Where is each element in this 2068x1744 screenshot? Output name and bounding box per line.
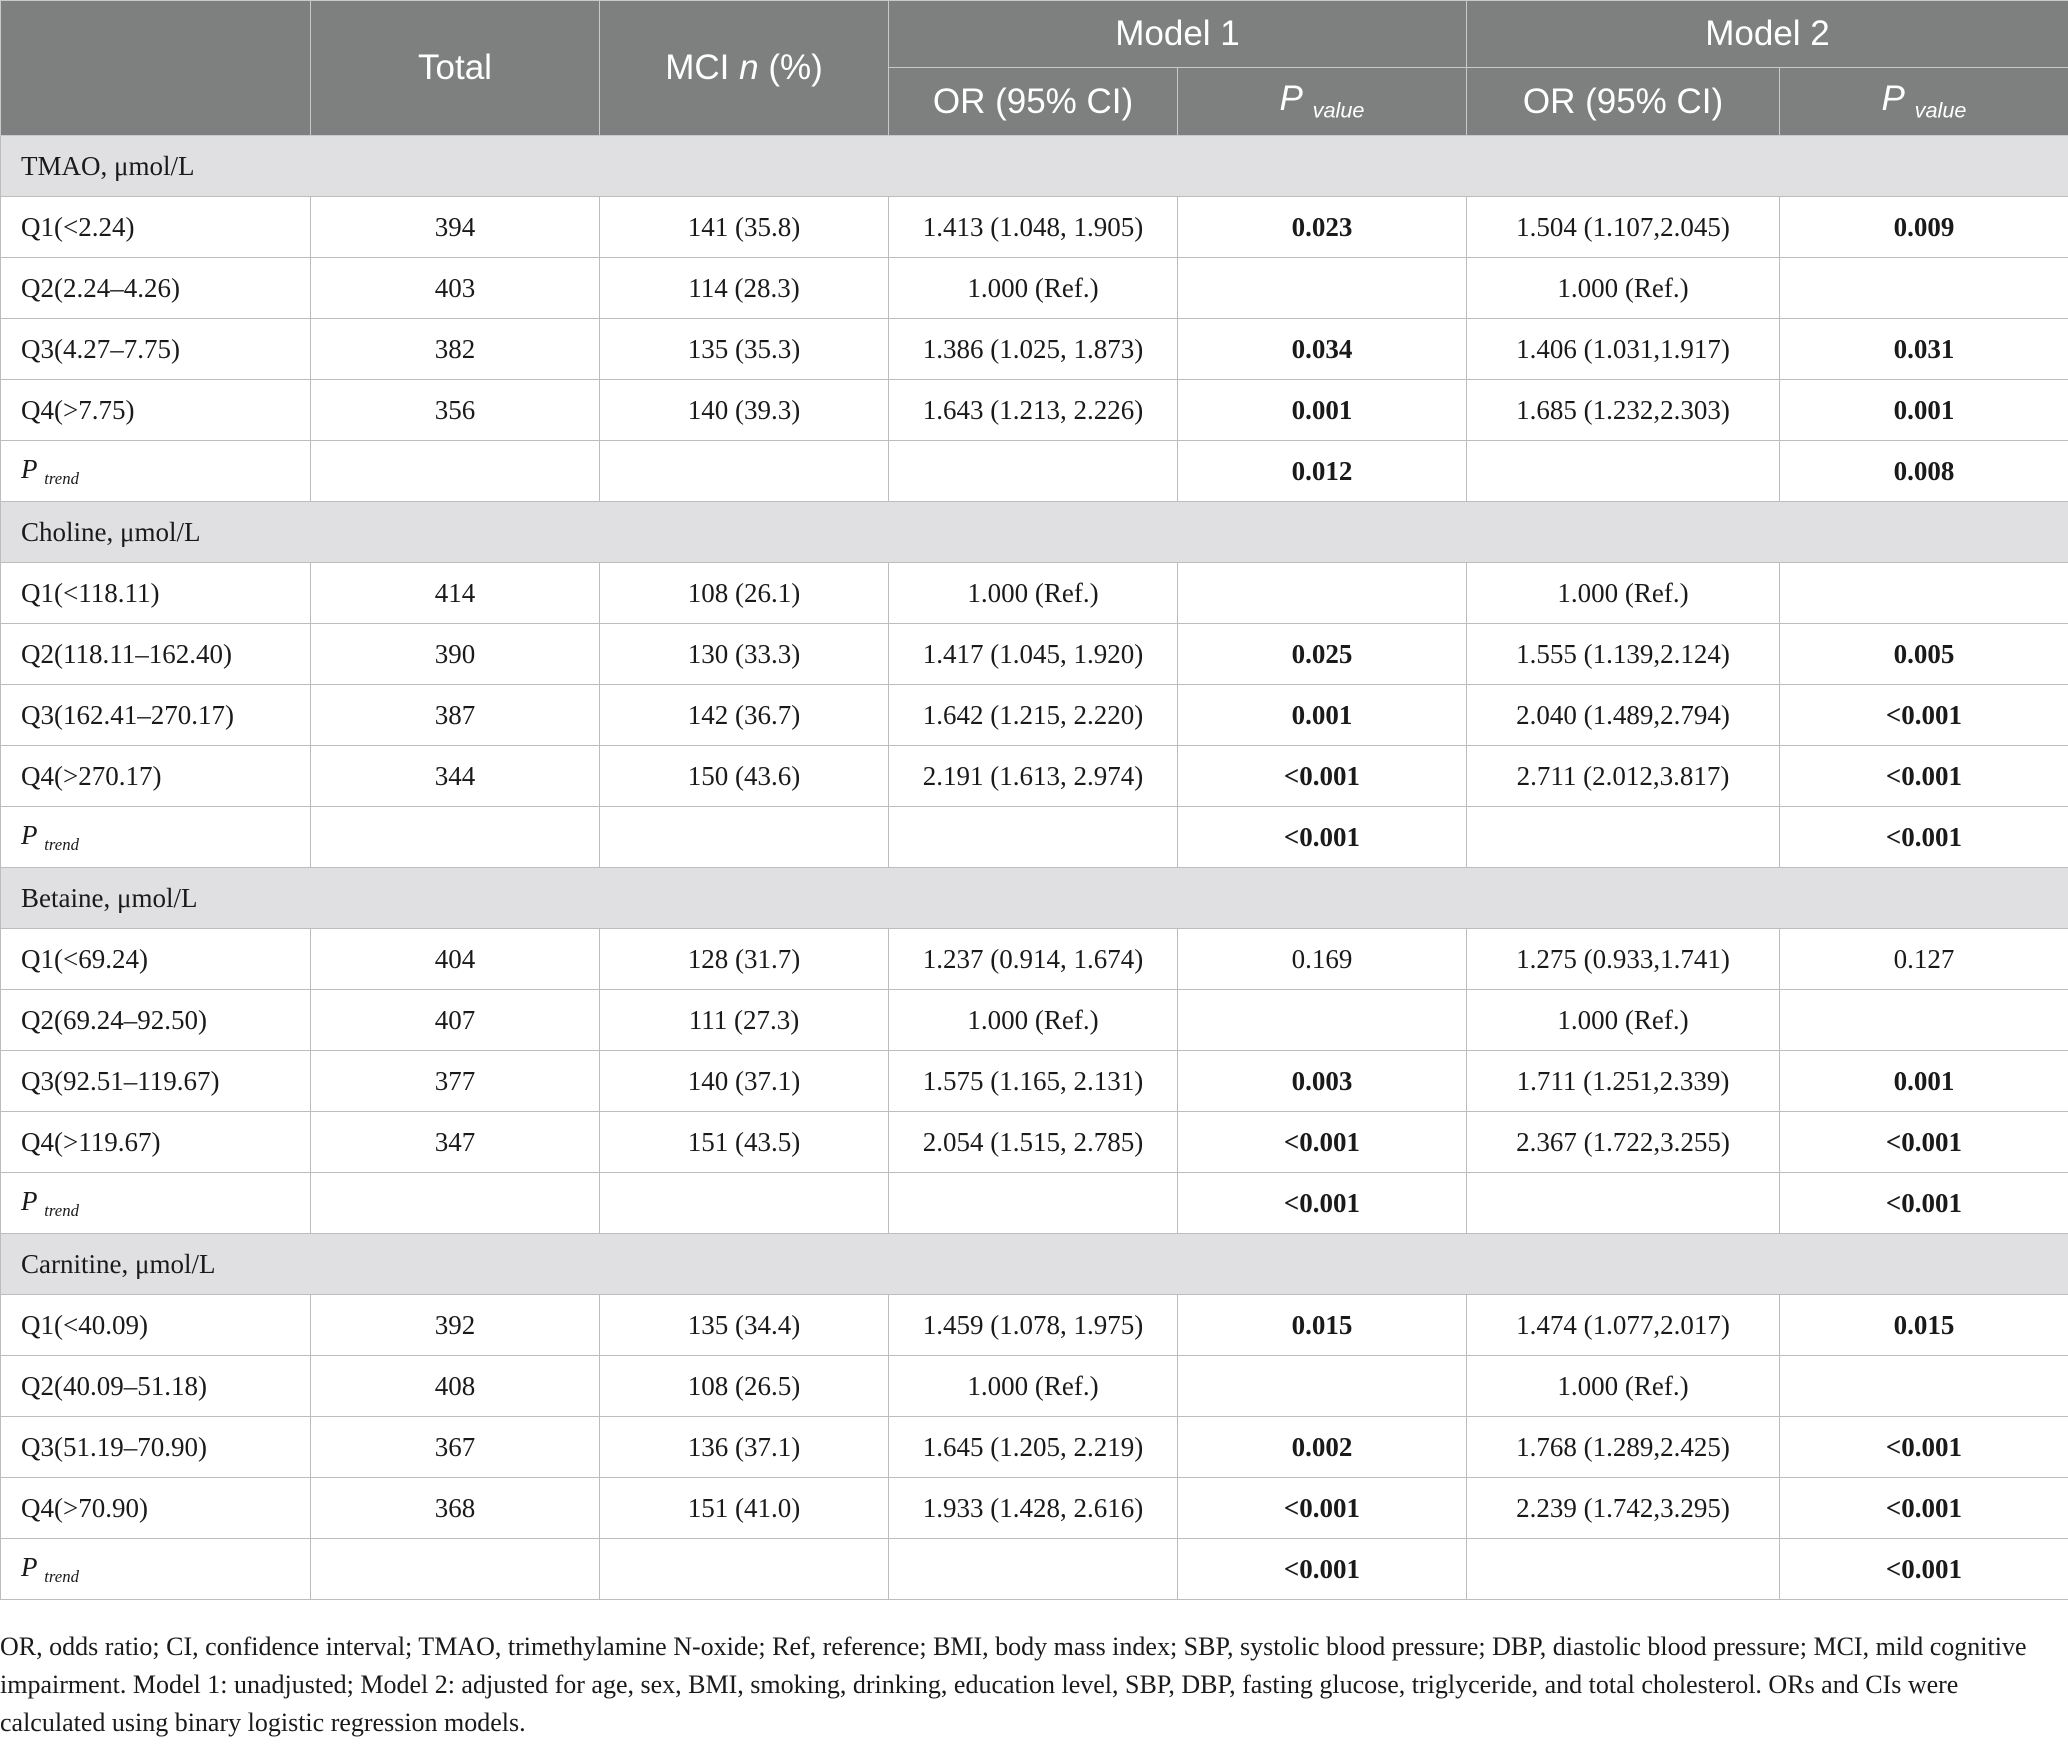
trend-row — [1, 1539, 2068, 1600]
quartile-label: Q2(118.11–162.40) — [1, 624, 311, 685]
group-title: Betaine, μmol/L — [1, 868, 2068, 929]
model1-trend-p: <0.001 — [1178, 1539, 1467, 1600]
model1-trend-p: <0.001 — [1178, 807, 1467, 868]
model2-p-cell: <0.001 — [1780, 1478, 2068, 1539]
model1-p-cell: <0.001 — [1178, 1478, 1467, 1539]
mci-cell: 150 (43.6) — [600, 746, 889, 807]
model1-p-cell: 0.001 — [1178, 380, 1467, 441]
table-row — [1, 197, 2068, 258]
model1-or-cell: 2.191 (1.613, 2.974) — [889, 746, 1178, 807]
model2-p-cell: 0.015 — [1780, 1295, 2068, 1356]
model2-or-cell: 1.000 (Ref.) — [1467, 990, 1780, 1051]
model2-trend-p: <0.001 — [1780, 1539, 2068, 1600]
mci-cell: 151 (41.0) — [600, 1478, 889, 1539]
total-cell: 394 — [311, 197, 600, 258]
quartile-label: Q2(69.24–92.50) — [1, 990, 311, 1051]
model1-p-cell: 0.169 — [1178, 929, 1467, 990]
model1-p-cell: 0.023 — [1178, 197, 1467, 258]
p-trend-sub: trend — [44, 834, 79, 854]
header-model1: Model 1 — [889, 1, 1467, 68]
model1-or-cell: 2.054 (1.515, 2.785) — [889, 1112, 1178, 1173]
quartile-label: Q1(<2.24) — [1, 197, 311, 258]
trend-row — [1, 807, 2068, 868]
mci-cell: 130 (33.3) — [600, 624, 889, 685]
quartile-label: Q3(162.41–270.17) — [1, 685, 311, 746]
mci-cell: 114 (28.3) — [600, 258, 889, 319]
quartile-label: Q1(<40.09) — [1, 1295, 311, 1356]
model1-p-cell: 0.001 — [1178, 685, 1467, 746]
model1-or-cell: 1.933 (1.428, 2.616) — [889, 1478, 1178, 1539]
table-row — [1, 929, 2068, 990]
total-cell: 356 — [311, 380, 600, 441]
group-title: TMAO, μmol/L — [1, 136, 2068, 197]
empty-cell — [1467, 807, 1780, 868]
empty-cell — [889, 1173, 1178, 1234]
model2-or-cell: 1.504 (1.107,2.045) — [1467, 197, 1780, 258]
trend-row — [1, 441, 2068, 502]
total-cell: 347 — [311, 1112, 600, 1173]
table-body — [1, 136, 2068, 1600]
model1-trend-p: <0.001 — [1178, 1173, 1467, 1234]
header-p-letter: P — [1881, 79, 1905, 119]
header-blank-cell — [1, 1, 311, 136]
p-trend-label — [1, 1173, 311, 1234]
p-trend-letter: P — [21, 1551, 38, 1582]
mci-cell: 135 (34.4) — [600, 1295, 889, 1356]
empty-cell — [1467, 1539, 1780, 1600]
table-footnote: OR, odds ratio; CI, confidence interval; TMAO, trimethylamine N-oxide; Ref, reference; BMI, body mass index; SBP, systolic blood pressure; DBP, diastolic blood pressure; MCI, mild cognitive impairment. Model 1: unadjusted; Model 2: adjusted for age, sex, BMI, smoking, drinking, education level, SBP, DBP, fasting glucose, triglyceride, and total cholesterol. ORs and CIs were calculated using binary logistic regression models. — [0, 1632, 2027, 1737]
model2-or-cell: 1.555 (1.139,2.124) — [1467, 624, 1780, 685]
table-row — [1, 746, 2068, 807]
empty-cell — [600, 807, 889, 868]
quartile-label: Q1(<69.24) — [1, 929, 311, 990]
mci-cell: 140 (39.3) — [600, 380, 889, 441]
model2-or-cell: 2.040 (1.489,2.794) — [1467, 685, 1780, 746]
model1-or-cell: 1.642 (1.215, 2.220) — [889, 685, 1178, 746]
total-cell: 367 — [311, 1417, 600, 1478]
total-cell: 392 — [311, 1295, 600, 1356]
model2-trend-p: 0.008 — [1780, 441, 2068, 502]
model1-p-cell: 0.002 — [1178, 1417, 1467, 1478]
model2-p-cell: 0.009 — [1780, 197, 2068, 258]
model1-or-cell: 1.643 (1.213, 2.226) — [889, 380, 1178, 441]
p-trend-letter: P — [21, 453, 38, 484]
empty-cell — [1467, 1173, 1780, 1234]
quartile-label: Q1(<118.11) — [1, 563, 311, 624]
model1-p-cell: 0.003 — [1178, 1051, 1467, 1112]
table-row — [1, 1356, 2068, 1417]
trend-row — [1, 1173, 2068, 1234]
model2-trend-p: <0.001 — [1780, 807, 2068, 868]
model2-or-cell: 1.000 (Ref.) — [1467, 563, 1780, 624]
p-trend-letter: P — [21, 819, 38, 850]
empty-cell — [889, 807, 1178, 868]
table-row — [1, 990, 2068, 1051]
header-mci-n: n — [739, 48, 759, 87]
model1-or-cell: 1.386 (1.025, 1.873) — [889, 319, 1178, 380]
model1-p-cell: <0.001 — [1178, 1112, 1467, 1173]
model2-p-cell: 0.001 — [1780, 380, 2068, 441]
table-row — [1, 258, 2068, 319]
model1-p-cell — [1178, 1356, 1467, 1417]
mci-cell: 135 (35.3) — [600, 319, 889, 380]
model2-or-cell: 1.000 (Ref.) — [1467, 1356, 1780, 1417]
table-row — [1, 1112, 2068, 1173]
model1-or-cell: 1.459 (1.078, 1.975) — [889, 1295, 1178, 1356]
header-model1-p — [1178, 68, 1467, 136]
total-cell: 368 — [311, 1478, 600, 1539]
model2-or-cell: 1.406 (1.031,1.917) — [1467, 319, 1780, 380]
total-cell: 387 — [311, 685, 600, 746]
model2-or-cell: 1.275 (0.933,1.741) — [1467, 929, 1780, 990]
model1-p-cell — [1178, 563, 1467, 624]
table-row — [1, 1417, 2068, 1478]
header-model2-p — [1780, 68, 2068, 136]
empty-cell — [889, 441, 1178, 502]
model1-p-cell: 0.025 — [1178, 624, 1467, 685]
model2-p-cell: <0.001 — [1780, 1417, 2068, 1478]
mci-cell: 128 (31.7) — [600, 929, 889, 990]
model2-p-cell: 0.001 — [1780, 1051, 2068, 1112]
model2-or-cell: 1.000 (Ref.) — [1467, 258, 1780, 319]
header-model1-or: OR (95% CI) — [889, 68, 1178, 136]
model2-or-cell: 2.367 (1.722,3.255) — [1467, 1112, 1780, 1173]
group-header-row — [1, 868, 2068, 929]
mci-cell: 142 (36.7) — [600, 685, 889, 746]
header-total: Total — [311, 1, 600, 136]
model1-p-cell: 0.034 — [1178, 319, 1467, 380]
total-cell: 382 — [311, 319, 600, 380]
model2-or-cell: 1.768 (1.289,2.425) — [1467, 1417, 1780, 1478]
table-row — [1, 319, 2068, 380]
p-trend-letter: P — [21, 1185, 38, 1216]
empty-cell — [600, 1173, 889, 1234]
header-model2-or: OR (95% CI) — [1467, 68, 1780, 136]
quartile-label: Q2(2.24–4.26) — [1, 258, 311, 319]
model2-or-cell: 1.474 (1.077,2.017) — [1467, 1295, 1780, 1356]
mci-cell: 111 (27.3) — [600, 990, 889, 1051]
model2-or-cell: 2.711 (2.012,3.817) — [1467, 746, 1780, 807]
model2-p-cell: 0.127 — [1780, 929, 2068, 990]
model2-or-cell: 2.239 (1.742,3.295) — [1467, 1478, 1780, 1539]
total-cell: 414 — [311, 563, 600, 624]
mci-cell: 108 (26.5) — [600, 1356, 889, 1417]
quartile-label: Q4(>70.90) — [1, 1478, 311, 1539]
total-cell: 403 — [311, 258, 600, 319]
empty-cell — [311, 441, 600, 502]
model1-or-cell: 1.575 (1.165, 2.131) — [889, 1051, 1178, 1112]
mci-cell: 151 (43.5) — [600, 1112, 889, 1173]
model2-or-cell: 1.711 (1.251,2.339) — [1467, 1051, 1780, 1112]
total-cell: 390 — [311, 624, 600, 685]
empty-cell — [311, 1539, 600, 1600]
table-row — [1, 1051, 2068, 1112]
group-header-row — [1, 1234, 2068, 1295]
total-cell: 377 — [311, 1051, 600, 1112]
total-cell: 344 — [311, 746, 600, 807]
model1-p-cell — [1178, 990, 1467, 1051]
model1-or-cell: 1.000 (Ref.) — [889, 563, 1178, 624]
group-header-row — [1, 502, 2068, 563]
model2-p-cell: 0.005 — [1780, 624, 2068, 685]
mci-cell: 141 (35.8) — [600, 197, 889, 258]
table-header — [1, 1, 2068, 136]
model2-p-cell — [1780, 258, 2068, 319]
table-row — [1, 563, 2068, 624]
model2-p-cell — [1780, 563, 2068, 624]
quartile-label: Q3(4.27–7.75) — [1, 319, 311, 380]
quartile-label: Q4(>7.75) — [1, 380, 311, 441]
header-p-sub: value — [1312, 97, 1365, 123]
header-p-letter: P — [1279, 79, 1303, 119]
empty-cell — [600, 441, 889, 502]
model2-trend-p: <0.001 — [1780, 1173, 2068, 1234]
empty-cell — [600, 1539, 889, 1600]
header-p-sub: value — [1914, 97, 1967, 123]
empty-cell — [889, 1539, 1178, 1600]
model1-p-cell: 0.015 — [1178, 1295, 1467, 1356]
total-cell: 407 — [311, 990, 600, 1051]
table-row — [1, 380, 2068, 441]
header-mci-suffix: (%) — [758, 48, 823, 87]
model2-p-cell: <0.001 — [1780, 1112, 2068, 1173]
quartile-label: Q3(92.51–119.67) — [1, 1051, 311, 1112]
table-row — [1, 1295, 2068, 1356]
empty-cell — [311, 807, 600, 868]
empty-cell — [1467, 441, 1780, 502]
group-title: Carnitine, μmol/L — [1, 1234, 2068, 1295]
model2-p-cell — [1780, 1356, 2068, 1417]
table-row — [1, 624, 2068, 685]
table-row — [1, 1478, 2068, 1539]
p-trend-label — [1, 1539, 311, 1600]
quartile-label: Q4(>270.17) — [1, 746, 311, 807]
model1-p-cell: <0.001 — [1178, 746, 1467, 807]
model2-p-cell: <0.001 — [1780, 685, 2068, 746]
model2-or-cell: 1.685 (1.232,2.303) — [1467, 380, 1780, 441]
p-trend-label — [1, 441, 311, 502]
model1-or-cell: 1.417 (1.045, 1.920) — [889, 624, 1178, 685]
model1-or-cell: 1.237 (0.914, 1.674) — [889, 929, 1178, 990]
model2-p-cell: 0.031 — [1780, 319, 2068, 380]
p-trend-sub: trend — [44, 1200, 79, 1220]
quartile-label: Q3(51.19–70.90) — [1, 1417, 311, 1478]
p-trend-label — [1, 807, 311, 868]
quartile-label: Q4(>119.67) — [1, 1112, 311, 1173]
model2-p-cell — [1780, 990, 2068, 1051]
total-cell: 404 — [311, 929, 600, 990]
mci-cell: 136 (37.1) — [600, 1417, 889, 1478]
model1-or-cell: 1.000 (Ref.) — [889, 990, 1178, 1051]
p-trend-sub: trend — [44, 468, 79, 488]
p-trend-sub: trend — [44, 1566, 79, 1586]
total-cell: 408 — [311, 1356, 600, 1417]
group-title: Choline, μmol/L — [1, 502, 2068, 563]
header-mci-prefix: MCI — [665, 48, 740, 87]
mci-cell: 108 (26.1) — [600, 563, 889, 624]
quartile-label: Q2(40.09–51.18) — [1, 1356, 311, 1417]
model1-trend-p: 0.012 — [1178, 441, 1467, 502]
model2-p-cell: <0.001 — [1780, 746, 2068, 807]
model1-or-cell: 1.000 (Ref.) — [889, 1356, 1178, 1417]
header-model2: Model 2 — [1467, 1, 2068, 68]
empty-cell — [311, 1173, 600, 1234]
header-mci — [600, 1, 889, 136]
model1-or-cell: 1.645 (1.205, 2.219) — [889, 1417, 1178, 1478]
mci-cell: 140 (37.1) — [600, 1051, 889, 1112]
table-row — [1, 685, 2068, 746]
model1-or-cell: 1.000 (Ref.) — [889, 258, 1178, 319]
model1-p-cell — [1178, 258, 1467, 319]
group-header-row — [1, 136, 2068, 197]
model1-or-cell: 1.413 (1.048, 1.905) — [889, 197, 1178, 258]
